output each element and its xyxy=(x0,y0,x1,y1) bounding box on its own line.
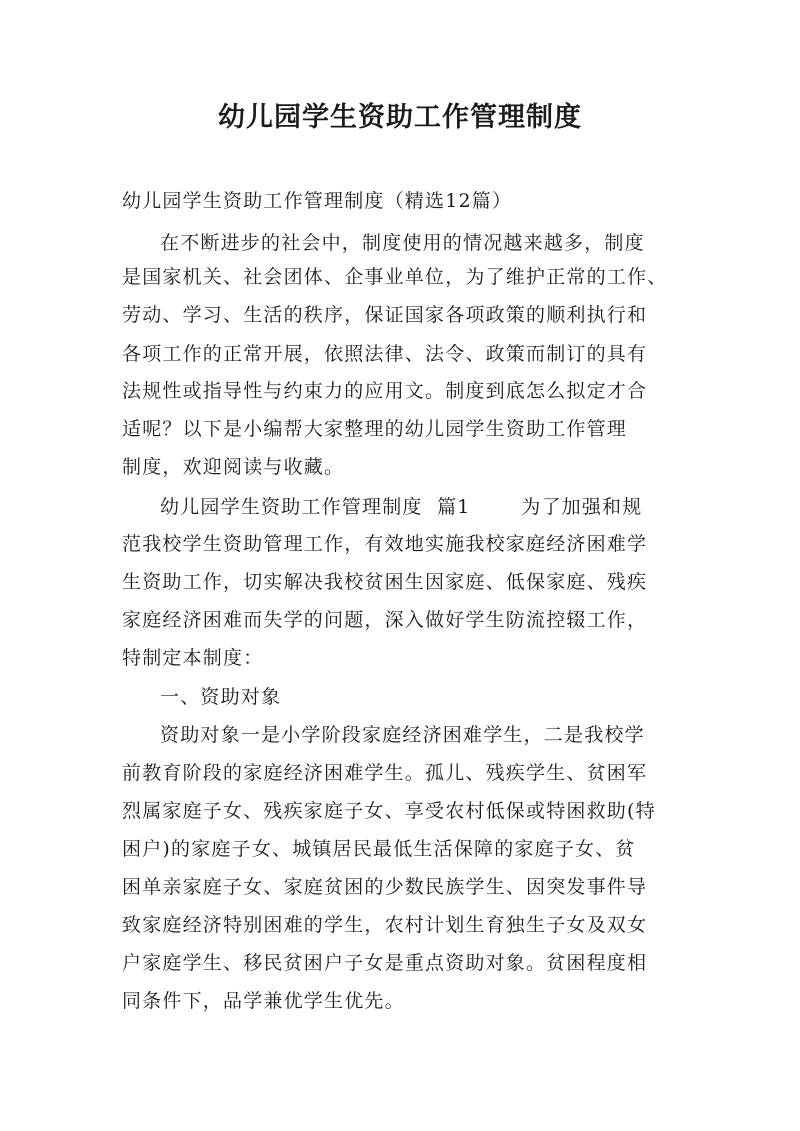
paragraph-line: 适呢？以下是小编帮大家整理的幼儿园学生资助工作管理 xyxy=(122,418,628,440)
paragraph-line: 在不断进步的社会中，制度使用的情况越来越多，制度 xyxy=(160,232,645,254)
paragraph-line: 是国家机关、社会团体、企事业单位，为了维护正常的工作、 xyxy=(122,266,668,288)
paragraph-line: 生资助工作，切实解决我校贫困生因家庭、低保家庭、残疾 xyxy=(122,571,648,593)
paragraph-line: 法规性或指导性与约束力的应用文。制度到底怎么拟定才合 xyxy=(122,380,648,402)
paragraph-line: 劳动、学习、生活的秩序，保证国家各项政策的顺利执行和 xyxy=(122,304,648,326)
paragraph-line: 家庭经济困难而失学的问题，深入做好学生防流控辍工作， xyxy=(122,609,648,631)
paragraph-line: 范我校学生资助管理工作，有效地实施我校家庭经济困难学 xyxy=(122,533,648,555)
paragraph-line: 户家庭学生、移民贫困户子女是重点资助对象。贫困程度相 xyxy=(122,952,648,974)
section-heading-line: 幼儿园学生资助工作管理制度 篇1 为了加强和规 xyxy=(160,496,643,518)
paragraph-line: 特制定本制度： xyxy=(122,647,264,669)
subtitle-line: 幼儿园学生资助工作管理制度（精选12篇） xyxy=(122,190,513,212)
paragraph-line: 前教育阶段的家庭经济困难学生。孤儿、残疾学生、贫困军 xyxy=(122,762,648,784)
paragraph-line: 困单亲家庭子女、家庭贫困的少数民族学生、因突发事件导 xyxy=(122,876,648,898)
paragraph-line: 致家庭经济特别困难的学生，农村计划生育独生子女及双女 xyxy=(122,914,648,936)
paragraph-line: 同条件下，品学兼优学生优先。 xyxy=(122,990,405,1012)
paragraph-line: 困户)的家庭子女、城镇居民最低生活保障的家庭子女、贫 xyxy=(122,838,636,860)
paragraph-line: 资助对象一是小学阶段家庭经济困难学生，二是我校学 xyxy=(160,724,645,746)
subheading-line: 一、资助对象 xyxy=(160,686,282,708)
document-title: 幼儿园学生资助工作管理制度 xyxy=(218,102,582,133)
paragraph-line: 烈属家庭子女、残疾家庭子女、享受农村低保或特困救助(特 xyxy=(122,800,656,822)
paragraph-line: 制度，欢迎阅读与收藏。 xyxy=(122,456,345,478)
paragraph-line: 各项工作的正常开展，依照法律、法令、政策而制订的具有 xyxy=(122,343,648,365)
